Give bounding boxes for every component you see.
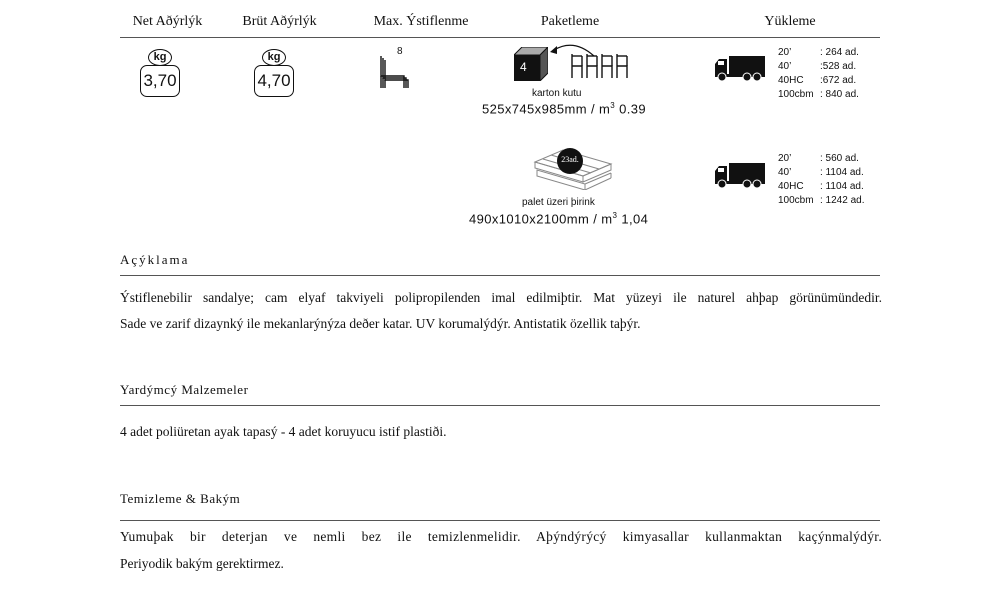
container-qty: :528 ad.: [820, 61, 857, 72]
truck-icon: [715, 163, 765, 194]
net-weight-value: 3,70: [140, 65, 180, 97]
carton-dimensions: [482, 101, 646, 116]
header-net-weight: Net Aðýrlýk: [132, 14, 203, 29]
description-title: Açýklama: [120, 252, 190, 267]
loading-row: [778, 166, 888, 180]
container-type: 20’: [778, 153, 792, 164]
gross-weight-value: 4,70: [254, 65, 294, 97]
container-type: 40HC: [778, 75, 804, 86]
chairs-row-icon: [570, 54, 632, 83]
header-rule: [120, 37, 880, 38]
container-type: 20’: [778, 47, 792, 58]
loading-row: [778, 152, 888, 166]
header-max-stacking: Max. Ýstiflenme: [373, 14, 469, 29]
carton-dims-exponent: 3: [610, 101, 616, 110]
care-line-2: Periyodik bakým gerektirmez.: [120, 556, 284, 571]
carton-label: karton kutu: [532, 88, 582, 99]
pallet-volume: 1,04: [617, 211, 649, 227]
loading-row: [778, 60, 888, 74]
container-qty: : 560 ad.: [820, 153, 859, 164]
pallet-loading-list: [778, 152, 888, 208]
stacked-chairs-icon: [378, 52, 412, 95]
container-type: 100cbm: [778, 195, 814, 206]
care-rule: [120, 520, 880, 521]
loading-row: [778, 194, 888, 208]
header-loading: Yükleme: [764, 14, 816, 29]
stacking-count: 8: [397, 46, 403, 57]
loading-row: [778, 74, 888, 88]
container-type: 40’: [778, 167, 792, 178]
description-rule: [120, 275, 880, 276]
kg-icon: kg: [262, 49, 286, 66]
carton-volume: 0.39: [615, 101, 646, 117]
pallet-label: palet üzeri þirink: [522, 197, 595, 208]
header-gross-weight: Brüt Aðýrlýk: [242, 14, 317, 29]
container-type: 40’: [778, 61, 792, 72]
loading-row: [778, 46, 888, 60]
container-qty: : 1104 ad.: [820, 181, 864, 192]
header-packaging: Paketleme: [540, 14, 600, 29]
care-title: Temizleme & Bakým: [120, 491, 241, 506]
pallet-dims-text: 490x1010x2100mm / m: [469, 211, 613, 227]
pallet-dimensions: [469, 211, 648, 226]
carton-qty: 4: [520, 60, 527, 74]
accessories-rule: [120, 405, 880, 406]
description-line-2: Sade ve zarif dizaynký ile mekanlarýnýza deðer katar. UV korumalýdýr. Antistatik özellik taþýr.: [120, 316, 641, 331]
accessories-title: Yardýmcý Malzemeler: [120, 382, 249, 397]
truck-icon: [715, 56, 765, 87]
container-qty: :672 ad.: [820, 75, 857, 86]
carton-loading-list: [778, 46, 888, 102]
carton-dims-text: 525x745x985mm / m: [482, 101, 611, 117]
container-qty: : 264 ad.: [820, 47, 859, 58]
description-line-1: Ýstiflenebilir sandalye; cam elyaf takviyeli polipropilenden imal edilmiþtir. Mat yüzeyi ile naturel ahþap görünümündedir.: [120, 290, 882, 305]
kg-icon: kg: [148, 49, 172, 66]
container-type: 40HC: [778, 181, 804, 192]
care-line-1: Yumuþak bir deterjan ve nemli bez ile temizlenmelidir. Aþýndýrýcý kimyasallar kullanmaktan kaçýnmalýdýr.: [120, 529, 882, 544]
container-type: 100cbm: [778, 89, 814, 100]
container-qty: : 1104 ad.: [820, 167, 864, 178]
pallet-qty: 23ad.: [561, 155, 579, 164]
container-qty: : 840 ad.: [820, 89, 859, 100]
pallet-dims-exponent: 3: [612, 211, 618, 220]
loading-row: [778, 88, 888, 102]
container-qty: : 1242 ad.: [820, 195, 865, 206]
loading-row: [778, 180, 888, 194]
accessories-text: 4 adet poliüretan ayak tapasý - 4 adet koruyucu istif plastiði.: [120, 424, 447, 439]
